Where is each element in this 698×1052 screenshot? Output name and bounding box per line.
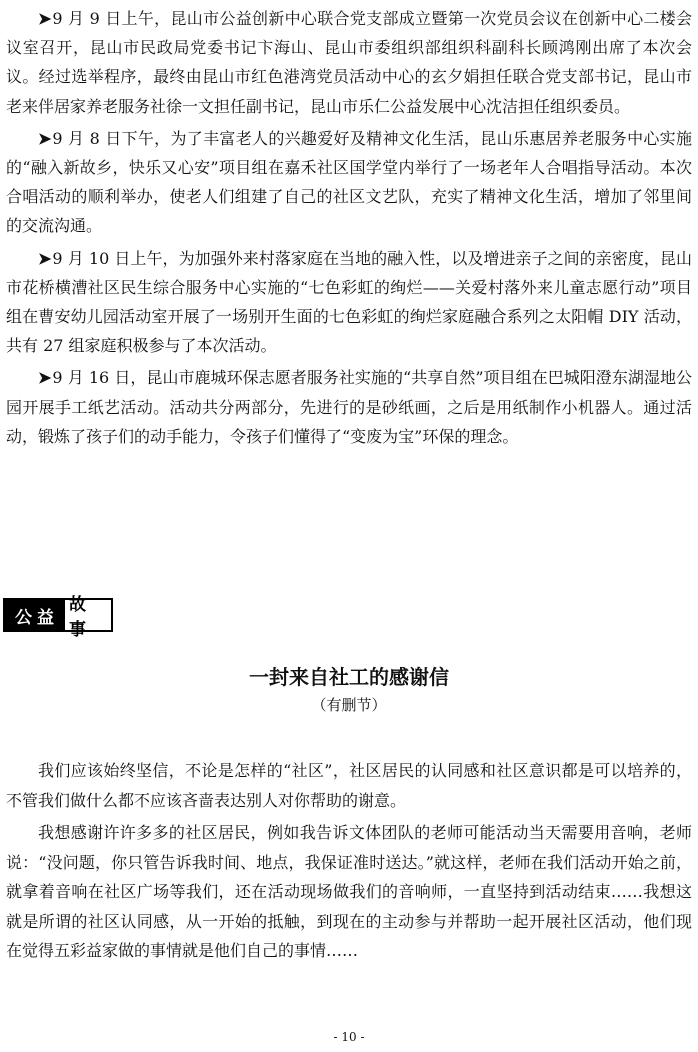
arrow-bullet-icon: ➤ <box>38 128 52 148</box>
arrow-bullet-icon: ➤ <box>38 9 52 28</box>
news-item <box>6 244 692 361</box>
news-item-text: 9 月 16 日，昆山市鹿城环保志愿者服务社实施的“共享自然”项目组在巴城阳澄东湖湿地公园开展手工纸艺活动。活动共分两部分，先进行的是砂纸画，之后是用纸制作小机器人。通过活动，锻炼了孩子们的动手能力，令孩子们懂得了“变废为宝”环保的理念。 <box>6 368 692 446</box>
story-body <box>6 756 692 969</box>
section-label <box>3 595 113 640</box>
news-briefs <box>6 4 692 454</box>
story-title: 一封来自社工的感谢信 <box>249 665 449 689</box>
news-item-text: 9 月 8 日下午，为了丰富老人的兴趣爱好及精神文化生活，昆山乐惠居养老服务中心实施的“融入新故乡，快乐又心安”项目组在嘉禾社区国学堂内举行了一场老年人合唱指导活动。本次合唱活动的顺利举办，使老人们组建了自己的社区文艺队，充实了精神文化生活，增加了邻里间的交流沟通。 <box>6 128 692 236</box>
page-number: - 10 - <box>333 1030 365 1044</box>
news-item <box>6 124 692 241</box>
arrow-bullet-icon: ➤ <box>38 368 52 388</box>
story-paragraph: 我想感谢许许多多的社区居民，例如我告诉文体团队的老师可能活动当天需要用音响，老师说：“没问题，你只管告诉我时间、地点，我保证准时送达。”就这样，老师在我们活动开始之前，就拿着音响在社区广场等我们，还在活动现场做我们的音响师，一直坚持到活动结束……我想这就是所谓的社区认同感，从一开始的抵触，到现在的主动参与并帮助一起开展社区活动，他们现在觉得五彩益家做的事情就是他们自己的事情…… <box>6 823 692 960</box>
news-item <box>6 363 692 451</box>
story-subtitle: （有删节） <box>311 696 387 714</box>
story-paragraph: 我们应该始终坚信，不论是怎样的“社区”，社区居民的认同感和社区意识都是可以培养的，不管我们做什么都不应该吝啬表达别人对你帮助的谢意。 <box>6 761 692 810</box>
news-item <box>6 4 692 121</box>
section-label-dark: 公益 <box>5 600 65 630</box>
news-item-text: 9 月 10 日上午，为加强外来村落家庭在当地的融入性，以及增进亲子之间的亲密度，昆山市花桥横漕社区民生综合服务中心实施的“七色彩虹的绚烂——关爱村落外来儿童志愿行动”项目组在曹安幼儿园活动室开展了一场别开生面的七色彩虹的绚烂家庭融合系列之太阳帽 DIY 活动，共有 27 组家庭积极参与了本次活动。 <box>6 248 692 356</box>
section-label-light: 故事 <box>65 600 111 630</box>
news-item-text: 9 月 9 日上午，昆山市公益创新中心联合党支部成立暨第一次党员会议在创新中心二楼会议室召开，昆山市民政局党委书记卞海山、昆山市委组织部组织科副科长顾鸿刚出席了本次会议。经过选举程序，最终由昆山市红色港湾党员活动中心的玄夕娟担任联合党支部书记，昆山市老来伴居家养老服务社徐一文担任副书记，昆山市乐仁公益发展中心沈洁担任组织委员。 <box>6 9 692 116</box>
arrow-bullet-icon: ➤ <box>38 248 52 268</box>
